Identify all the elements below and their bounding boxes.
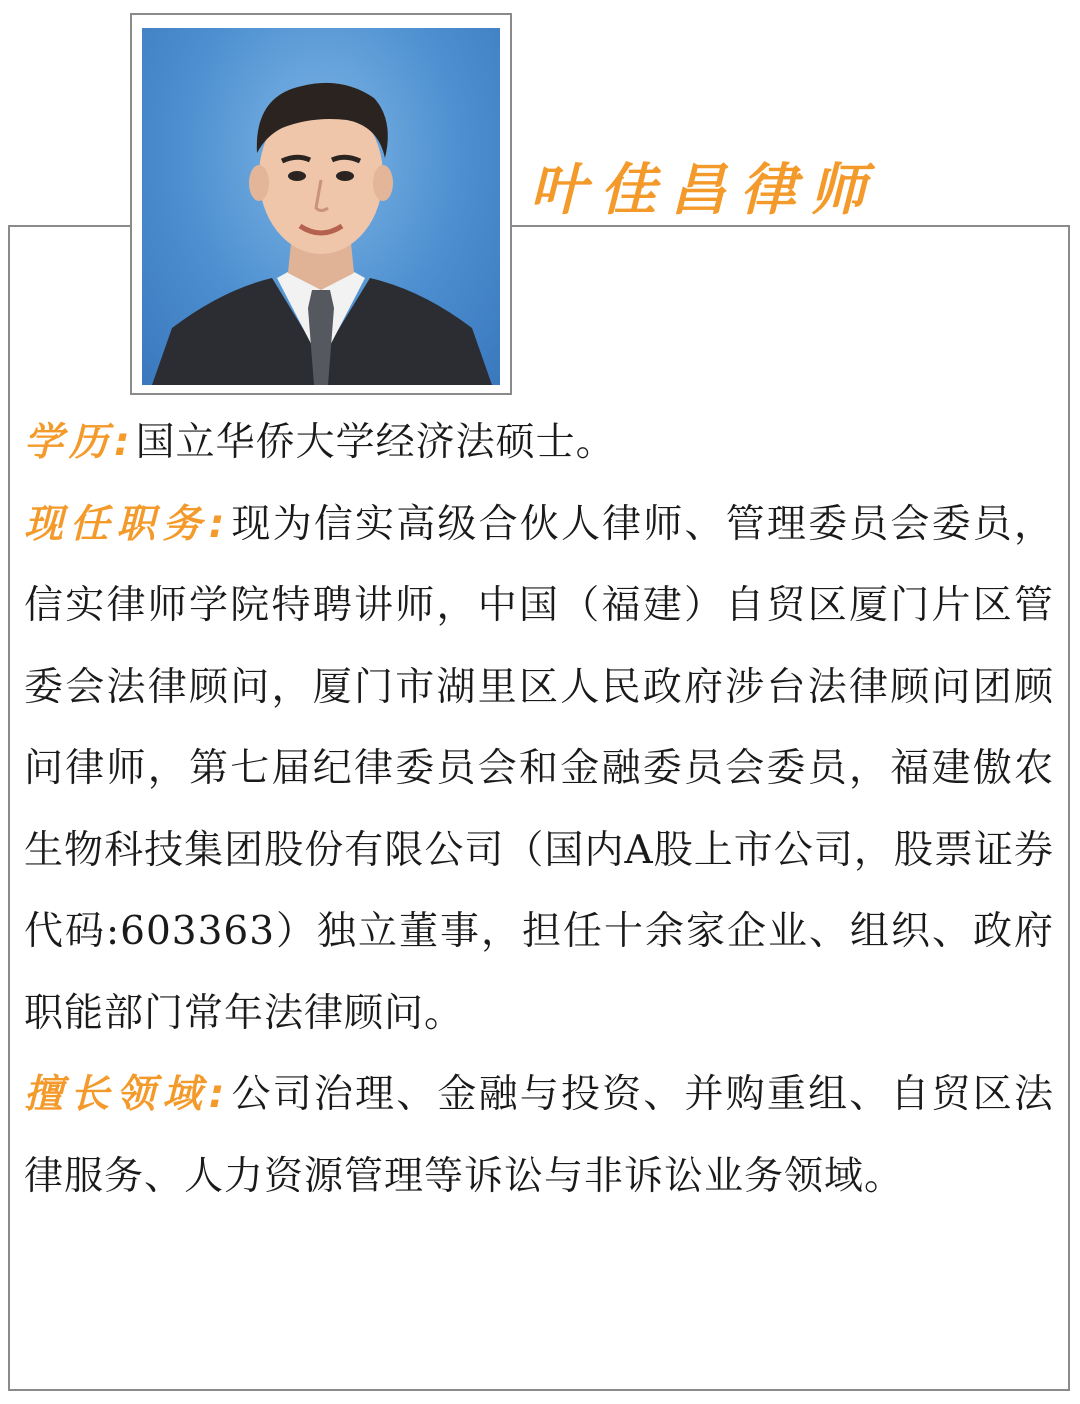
portrait-photo: [142, 28, 500, 385]
education-label: 学历:: [24, 420, 136, 465]
position-text: 现为信实高级合伙人律师、管理委员会委员，信实律师学院特聘讲师，中国（福建）自贸区厦门片区管委会法律顾问，厦门市湖里区人民政府涉台法律顾问团顾问律师，第七届纪律委员会和金融委员会委员，福建傲农生物科技集团股份有限公司（国内A股上市公司，股票证券代码:603363）独立董事，担任十余家企业、组织、政府职能部门常年法律顾问。: [24, 501, 1054, 1036]
expertise-paragraph: [24, 1054, 1054, 1217]
education-text: 国立华侨大学经济法硕士。: [135, 420, 616, 465]
education-paragraph: [24, 402, 1054, 484]
lawyer-name-title: 叶佳昌律师: [530, 158, 880, 223]
position-paragraph: [24, 484, 1054, 1055]
position-label: 现任职务:: [24, 501, 231, 547]
profile-content: [24, 402, 1054, 1217]
photo-frame: [130, 13, 512, 395]
expertise-text: 公司治理、金融与投资、并购重组、自贸区法律服务、人力资源管理等诉讼与非诉讼业务领域。: [24, 1072, 1054, 1199]
portrait-illustration: [142, 28, 500, 385]
expertise-label: 擅长领域:: [24, 1072, 231, 1117]
